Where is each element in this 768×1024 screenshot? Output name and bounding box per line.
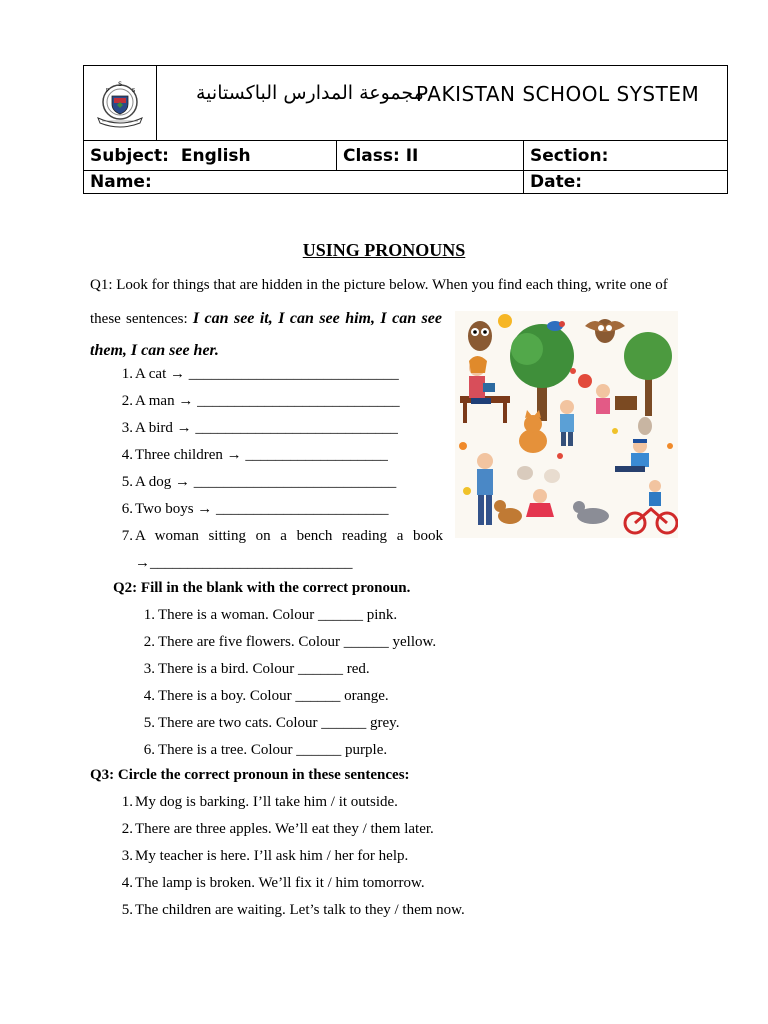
list-number: 5. [143, 715, 155, 731]
logo-cell [84, 66, 157, 140]
name-date-row [84, 171, 727, 193]
q1-example-sentences: I can see it, I can see him, I can see them, I can see her. [90, 310, 442, 359]
list-text: There are two cats. Colour ______ grey. [158, 715, 400, 731]
list-text: There is a bird. Colour ______ red. [158, 661, 370, 677]
q1-intro-prefix: these sentences: [90, 311, 193, 327]
section-cell[interactable] [523, 141, 727, 170]
sun-icon [498, 314, 512, 328]
list-number: 4. [143, 688, 155, 704]
list-number: 5. [121, 902, 133, 918]
q1-intro-sentences [90, 303, 442, 367]
svg-text:S: S [118, 81, 122, 88]
svg-text:P: P [106, 88, 110, 94]
list-text: My teacher is here. I’ll ask him / her for help. [135, 848, 409, 864]
list-text: Three children → ___________________ [135, 447, 388, 463]
list-text: The children are waiting. Let’s talk to they / them now. [135, 902, 465, 918]
list-text: There is a woman. Colour ______ pink. [158, 607, 398, 623]
list-text: A cat → ____________________________ [135, 366, 399, 382]
list-number: 6. [143, 742, 155, 758]
svg-text:S: S [132, 88, 136, 94]
section-label: Section: [530, 145, 609, 166]
list-number: 1. [121, 366, 133, 382]
list-text: A bird → ___________________________ [135, 420, 398, 436]
list-text: There are five flowers. Colour ______ yellow. [158, 634, 437, 650]
rabbit-icon [638, 417, 652, 435]
list-number: 7. [121, 528, 133, 544]
class-label: Class: II [343, 145, 419, 166]
owl-icon [468, 321, 492, 351]
list-number: 4. [121, 447, 133, 463]
school-name: PAKISTAN SCHOOL SYSTEM [416, 82, 700, 106]
list-text: The lamp is broken. We’ll fix it / him tomorrow. [135, 875, 425, 891]
q2-heading: Q2: Fill in the blank with the correct pronoun. [113, 580, 411, 596]
school-name-arabic: مجموعة المدارس الباكستانية [196, 82, 424, 104]
list-text: My dog is barking. I’ll take him / it outside. [135, 794, 398, 810]
rabbit-icon [544, 469, 560, 483]
name-cell[interactable] [84, 171, 523, 193]
list-text: A woman sitting on a bench reading a book [135, 528, 443, 544]
list-number: 2. [121, 393, 133, 409]
hidden-picture-illustration [455, 311, 678, 538]
list-number: 1. [121, 794, 133, 810]
q3-heading: Q3: Circle the correct pronoun in these sentences: [90, 767, 410, 783]
list-number: 3. [121, 848, 133, 864]
list-number: 1. [143, 607, 155, 623]
class-cell [336, 141, 523, 170]
list-text: There is a boy. Colour ______ orange. [158, 688, 389, 704]
list-number: 3. [121, 420, 133, 436]
list-number: 3. [143, 661, 155, 677]
list-number: 2. [143, 634, 155, 650]
list-text: Two boys → _______________________ [135, 501, 389, 517]
q1-item7-answer-line[interactable]: →___________________________ [135, 555, 353, 571]
subject-class-section-row [84, 141, 727, 171]
list-number: 4. [121, 875, 133, 891]
list-text: A man → ___________________________ [135, 393, 400, 409]
school-crest-icon [84, 66, 156, 138]
worksheet-header [83, 65, 728, 194]
list-number: 2. [121, 821, 133, 837]
list-text: There are three apples. We’ll eat they / them later. [135, 821, 434, 837]
date-label: Date: [530, 172, 583, 192]
subject-value: English [180, 145, 251, 166]
q1-intro-line: Q1: Look for things that are hidden in the picture below. When you find each thing, write one of [90, 277, 668, 293]
list-text: There is a tree. Colour ______ purple. [158, 742, 388, 758]
list-number: 6. [121, 501, 133, 517]
list-text: A dog → ___________________________ [135, 474, 397, 490]
ball-icon [578, 374, 592, 388]
page-title: USING PRONOUNS [302, 240, 466, 260]
name-label: Name: [90, 172, 152, 192]
rabbit-icon [517, 466, 533, 480]
subject-label: Subject: [90, 145, 169, 166]
list-number: 5. [121, 474, 133, 490]
subject-cell [84, 141, 336, 170]
date-cell[interactable] [523, 171, 727, 193]
header-title-row [84, 66, 727, 141]
